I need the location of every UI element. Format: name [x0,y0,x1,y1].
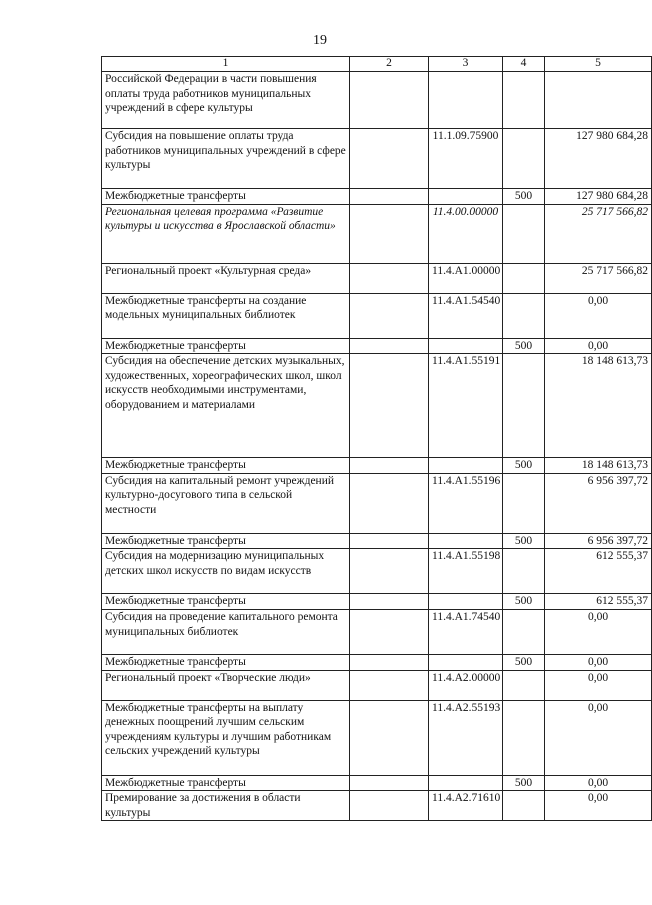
header-col-1: 1 [102,57,350,72]
row-amount-cell: 0,00 [545,654,652,670]
row-name-cell: Субсидия на проведение капитального ремонта муниципальных библиотек [102,609,350,654]
row-name-cell: Региональная целевая программа «Развитие культуры и искусства в Ярославской области» [102,204,350,263]
row-col2-cell [350,72,429,129]
table-row [102,354,652,458]
row-col2-cell [350,204,429,263]
header-col-4: 4 [503,57,545,72]
header-col-2: 2 [350,57,429,72]
row-type-cell: 500 [503,458,545,474]
row-code-cell: 11.4.А1.55198 [429,549,503,594]
row-amount-cell: 6 956 397,72 [545,473,652,533]
row-code-cell [429,775,503,791]
row-code-cell [429,189,503,205]
table-row [102,775,652,791]
budget-table [101,56,652,821]
row-amount-cell: 6 956 397,72 [545,533,652,549]
table-row [102,189,652,205]
row-type-cell [503,204,545,263]
row-code-cell: 11.4.А1.54540 [429,293,503,338]
table-row [102,791,652,821]
row-type-cell [503,72,545,129]
row-col2-cell [350,609,429,654]
row-col2-cell [350,189,429,205]
row-amount-cell: 25 717 566,82 [545,204,652,263]
table-row [102,700,652,775]
table-row [102,549,652,594]
table-body [102,72,652,821]
row-type-cell [503,473,545,533]
page-number: 19 [313,33,327,48]
row-code-cell: 11.4.А1.55196 [429,473,503,533]
row-type-cell: 500 [503,533,545,549]
row-amount-cell: 612 555,37 [545,594,652,610]
row-type-cell [503,670,545,700]
table-row [102,263,652,293]
row-amount-cell: 612 555,37 [545,549,652,594]
row-amount-cell: 0,00 [545,791,652,821]
row-amount-cell: 127 980 684,28 [545,129,652,189]
row-col2-cell [350,354,429,458]
row-amount-cell: 25 717 566,82 [545,263,652,293]
row-amount-cell [545,72,652,129]
row-name-cell: Межбюджетные трансферты [102,533,350,549]
row-name-cell: Межбюджетные трансферты [102,338,350,354]
row-code-cell: 11.4.А2.71610 [429,791,503,821]
row-col2-cell [350,775,429,791]
table-row [102,609,652,654]
row-col2-cell [350,338,429,354]
row-name-cell: Межбюджетные трансферты [102,189,350,205]
row-name-cell: Субсидия на модернизацию муниципальных детских школ искусств по видам искусств [102,549,350,594]
row-amount-cell: 18 148 613,73 [545,458,652,474]
table-row [102,338,652,354]
row-col2-cell [350,594,429,610]
row-code-cell [429,594,503,610]
row-type-cell [503,293,545,338]
row-name-cell: Межбюджетные трансферты на выплату денежных поощрений лучшим сельским учреждениям культуры и лучшим работникам сельских учреждений культуры [102,700,350,775]
row-type-cell: 500 [503,654,545,670]
row-type-cell: 500 [503,594,545,610]
row-code-cell: 11.4.А2.00000 [429,670,503,700]
row-name-cell: Межбюджетные трансферты на создание модельных муниципальных библиотек [102,293,350,338]
row-amount-cell: 0,00 [545,700,652,775]
row-col2-cell [350,654,429,670]
row-col2-cell [350,700,429,775]
row-col2-cell [350,129,429,189]
row-type-cell [503,791,545,821]
row-type-cell [503,354,545,458]
row-code-cell [429,338,503,354]
row-type-cell: 500 [503,189,545,205]
row-name-cell: Межбюджетные трансферты [102,458,350,474]
row-code-cell: 11.4.00.00000 [429,204,503,263]
row-type-cell [503,549,545,594]
row-amount-cell: 0,00 [545,775,652,791]
table-row [102,129,652,189]
row-name-cell: Субсидия на повышение оплаты труда работников муниципальных учреждений в сфере культуры [102,129,350,189]
row-name-cell: Межбюджетные трансферты [102,594,350,610]
table-row [102,458,652,474]
table-row [102,670,652,700]
row-name-cell: Российской Федерации в части повышения оплаты труда работников муниципальных учреждений в сфере культуры [102,72,350,129]
row-name-cell: Межбюджетные трансферты [102,775,350,791]
row-type-cell [503,700,545,775]
row-code-cell [429,533,503,549]
row-col2-cell [350,458,429,474]
row-code-cell [429,654,503,670]
row-col2-cell [350,791,429,821]
row-name-cell: Субсидия на обеспечение детских музыкальных, художественных, хореографических школ, школ искусств необходимыми инструментами, оборудованием и материалами [102,354,350,458]
row-type-cell [503,129,545,189]
row-code-cell: 11.1.09.75900 [429,129,503,189]
table-row [102,204,652,263]
row-type-cell [503,263,545,293]
row-amount-cell: 0,00 [545,338,652,354]
row-code-cell [429,72,503,129]
table-row [102,594,652,610]
row-name-cell: Премирование за достижения в области культуры [102,791,350,821]
row-amount-cell: 0,00 [545,293,652,338]
row-col2-cell [350,473,429,533]
header-col-5: 5 [545,57,652,72]
row-amount-cell: 127 980 684,28 [545,189,652,205]
row-amount-cell: 0,00 [545,670,652,700]
row-name-cell: Региональный проект «Культурная среда» [102,263,350,293]
row-col2-cell [350,293,429,338]
row-type-cell: 500 [503,338,545,354]
row-type-cell: 500 [503,775,545,791]
row-name-cell: Межбюджетные трансферты [102,654,350,670]
row-type-cell [503,609,545,654]
row-col2-cell [350,533,429,549]
row-name-cell: Субсидия на капитальный ремонт учреждений культурно-досугового типа в сельской местности [102,473,350,533]
row-col2-cell [350,670,429,700]
table-row [102,473,652,533]
row-name-cell: Региональный проект «Творческие люди» [102,670,350,700]
table-row [102,654,652,670]
table-row [102,533,652,549]
row-code-cell: 11.4.А2.55193 [429,700,503,775]
table-row [102,72,652,129]
header-col-3: 3 [429,57,503,72]
row-amount-cell: 0,00 [545,609,652,654]
table-row [102,293,652,338]
table-header-row [102,57,652,72]
row-code-cell: 11.4.А1.74540 [429,609,503,654]
row-code-cell: 11.4.А1.00000 [429,263,503,293]
row-code-cell [429,458,503,474]
row-col2-cell [350,263,429,293]
row-col2-cell [350,549,429,594]
row-code-cell: 11.4.А1.55191 [429,354,503,458]
row-amount-cell: 18 148 613,73 [545,354,652,458]
